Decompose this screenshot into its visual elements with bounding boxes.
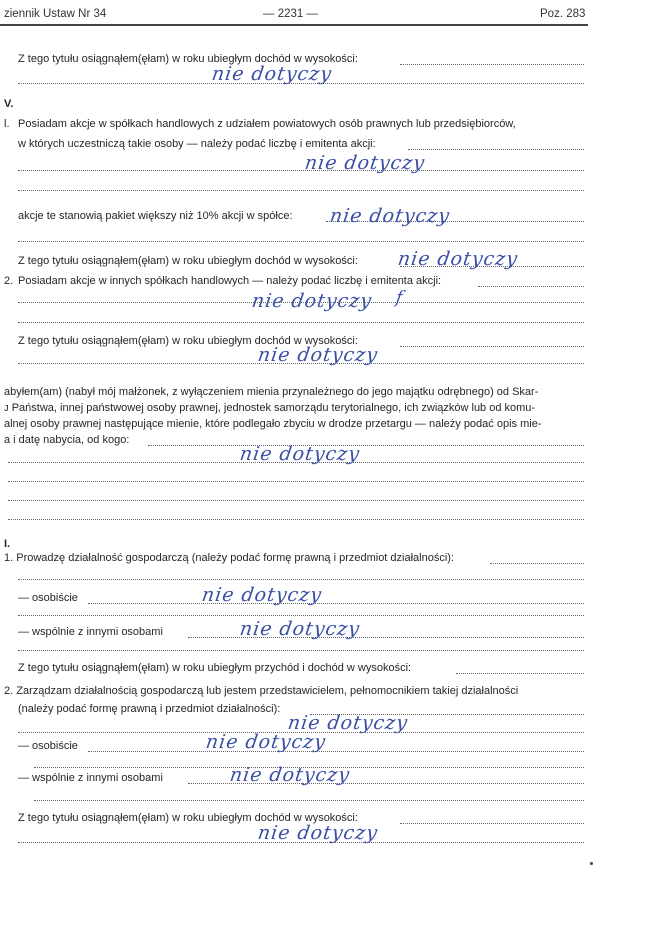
item-number: l. <box>4 118 10 130</box>
handwritten-answer: nie dotyczy <box>200 584 324 606</box>
handwritten-answer: nie dotyczy <box>396 248 520 270</box>
acquisition-line1: abyłem(am) (nabył mój małżonek, z wyłączeniem mienia przynależnego do jego majątku odrębnego) od Skar- <box>4 386 539 398</box>
fill-line <box>8 500 584 501</box>
fill-line <box>18 170 584 171</box>
fill-line <box>18 650 584 651</box>
page-number: — 2231 — <box>263 8 318 20</box>
journal-title: ziennik Ustaw Nr 34 <box>4 8 107 20</box>
jointly-label: — wspólnie z innymi osobami <box>18 626 163 638</box>
personal-label: — osobiście <box>18 740 78 752</box>
management-question-line1: 2. Zarządzam działalnością gospodarczą lub jestem przedstawicielem, pełnomocnikiem takiej działalności <box>4 685 519 697</box>
fill-line <box>400 823 584 824</box>
handwritten-answer: nie dotyczy <box>250 290 374 312</box>
item-number: 2. <box>4 275 14 287</box>
fill-line <box>8 481 584 482</box>
position-number: Poz. 283 <box>540 8 586 20</box>
fill-line <box>34 800 584 801</box>
personal-label: — osobiście <box>18 592 78 604</box>
management-question-line2: (należy podać formę prawną i przedmiot działalności): <box>18 703 281 715</box>
header-rule <box>0 24 588 26</box>
stray-mark <box>590 862 593 865</box>
handwritten-answer: nie dotyczy <box>256 344 380 366</box>
income-label: Z tego tytułu osiągnąłem(ęłam) w roku ubiegłym dochód w wysokości: <box>18 255 358 267</box>
shares-question-line2: w których uczestniczą takie osoby — należy podać liczbę i emitenta akcji: <box>18 138 376 150</box>
fill-line <box>408 149 584 150</box>
acquisition-line3: alnej osoby prawnej następujące mienie, które podlegało zbyciu w drodze przetargu — należy podać opis mie- <box>4 418 542 430</box>
handwritten-answer: nie dotyczy <box>303 152 427 174</box>
fill-line <box>18 579 584 580</box>
handwritten-answer: nie dotyczy <box>286 712 410 734</box>
handwritten-answer: nie dotyczy <box>256 822 380 844</box>
fill-line <box>478 286 584 287</box>
shares-question-line1: Posiadam akcje w spółkach handlowych z udziałem powiatowych osób prawnych lub przedsiębiorców, <box>18 118 516 130</box>
section-heading: I. <box>4 538 11 550</box>
fill-line <box>18 241 584 242</box>
handwritten-answer: nie dotyczy <box>228 764 352 786</box>
revenue-income-label: Z tego tytułu osiągnąłem(ęłam) w roku ubiegłym przychód i dochód w wysokości: <box>18 662 412 674</box>
fill-line <box>88 751 584 752</box>
acquisition-line2: ᴊ Państwa, innej państwowej osoby prawnej, jednostek samorządu terytorialnego, ich związków lub od komu- <box>4 402 536 414</box>
fill-line <box>400 64 584 65</box>
fill-line <box>18 302 584 303</box>
fill-line <box>8 519 584 520</box>
fill-line <box>18 615 584 616</box>
fill-line <box>400 346 584 347</box>
handwritten-answer: nie dotyczy <box>238 618 362 640</box>
acquisition-line4: a i datę nabycia, od kogo: <box>4 434 130 446</box>
fill-line <box>456 673 584 674</box>
handwritten-answer: nie dotyczy <box>204 731 328 753</box>
fill-line <box>18 190 584 191</box>
handwritten-mark: f <box>394 288 405 308</box>
income-label: Z tego tytułu osiągnąłem(ęłam) w roku ubiegłym dochód w wysokości: <box>18 812 358 824</box>
fill-line <box>148 445 584 446</box>
income-label: Z tego tytułu osiągnąłem(ęłam) w roku ubiegłym dochód w wysokości: <box>18 335 358 347</box>
fill-line <box>88 603 584 604</box>
other-shares-question: Posiadam akcje w innych spółkach handlowych — należy podać liczbę i emitenta akcji: <box>18 275 442 287</box>
packet-question: akcje te stanowią pakiet większy niż 10% akcji w spółce: <box>18 210 293 222</box>
section-heading: V. <box>4 98 14 110</box>
income-label: Z tego tytułu osiągnąłem(ęłam) w roku ubiegłym dochód w wysokości: <box>18 53 358 65</box>
fill-line <box>18 322 584 323</box>
handwritten-answer: nie dotyczy <box>210 63 334 85</box>
jointly-label: — wspólnie z innymi osobami <box>18 772 163 784</box>
handwritten-answer: nie dotyczy <box>328 205 452 227</box>
fill-line <box>490 563 584 564</box>
handwritten-answer: nie dotyczy <box>238 443 362 465</box>
business-question: 1. Prowadzę działalność gospodarczą (należy podać formę prawną i przedmiot działalności): <box>4 552 455 564</box>
